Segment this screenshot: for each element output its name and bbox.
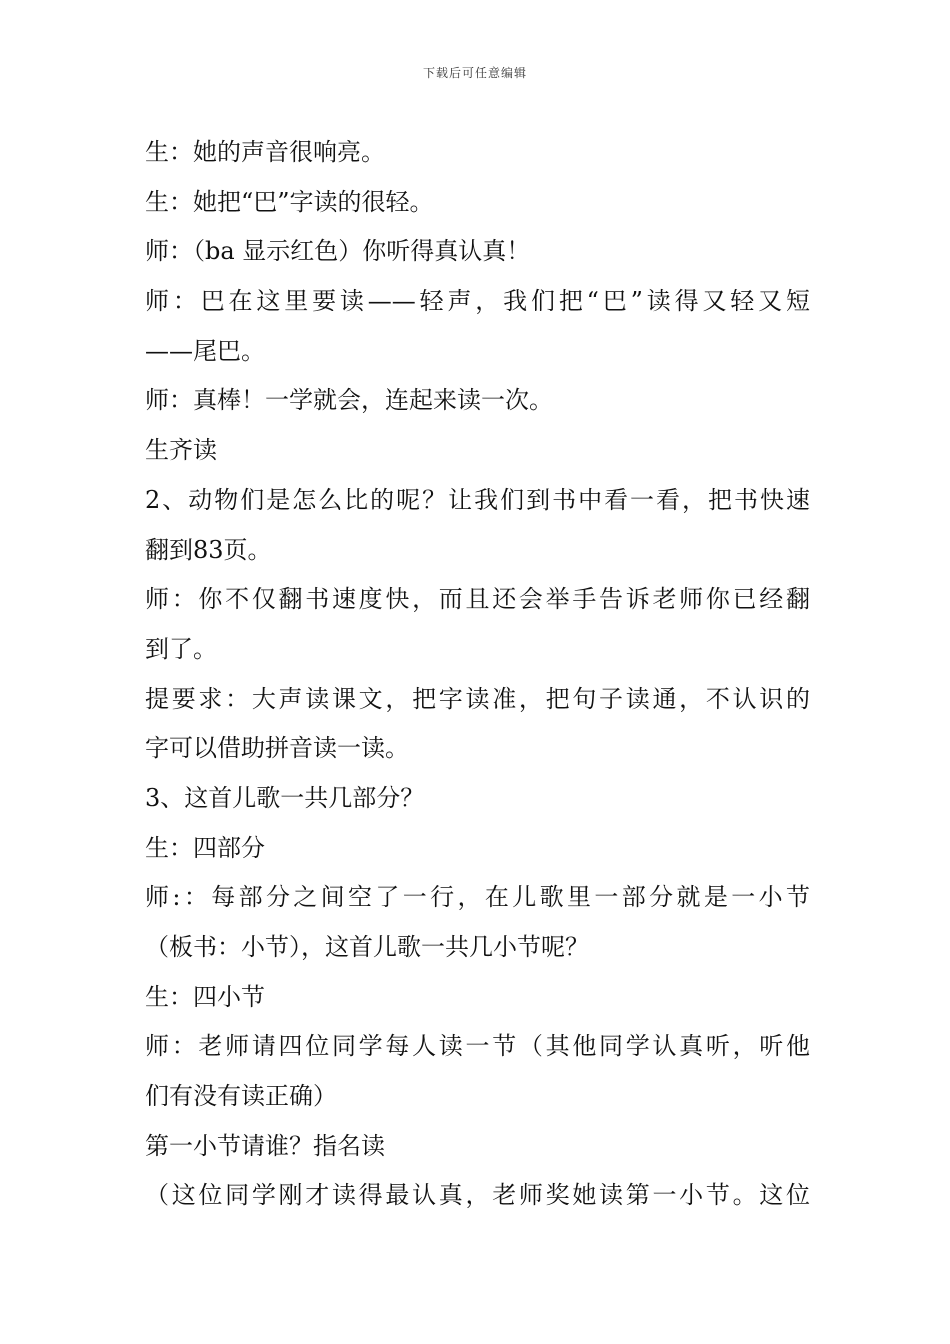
text-line: 生：四小节 — [145, 982, 265, 1011]
text-line: 提要求：大声读课文，把字读准，把句子读通，不认识的 — [145, 684, 810, 713]
text-line: 生：她的声音很响亮。 — [145, 138, 385, 166]
text-line: 师：（ba 显示红色）你听得真认真！ — [145, 237, 531, 266]
text-line: 生齐读 — [145, 436, 217, 465]
text-line: 生：四部分 — [145, 833, 265, 862]
text-line: （这位同学刚才读得最认真，老师奖她读第一小节。这位 — [145, 1181, 810, 1210]
text-line: 师：你不仅翻书速度快，而且还会举手告诉老师你已经翻 — [145, 585, 810, 614]
text-line: 师：老师请四位同学每人读一节（其他同学认真听，听他 — [145, 1032, 810, 1061]
text-line: 到了。 — [145, 634, 217, 663]
text-line: 师:：每部分之间空了一行，在儿歌里一部分就是一小节 — [145, 883, 810, 912]
text-line: 3、这首儿歌一共几部分？ — [145, 783, 425, 812]
text-line: 师：真棒！一学就会，连起来读一次。 — [145, 386, 553, 415]
text-line: ——尾巴。 — [145, 336, 265, 365]
text-line: 生：她把“巴”字读的很轻。 — [145, 187, 434, 216]
text-line: 们有没有读正确） — [145, 1082, 337, 1111]
text-line: 2、动物们是怎么比的呢？让我们到书中看一看，把书快速 — [145, 485, 810, 514]
text-line: 师：巴在这里要读——轻声，我们把“巴”读得又轻又短 — [145, 287, 810, 316]
text-line: （板书：小节），这首儿歌一共几小节呢？ — [145, 933, 589, 961]
text-line: 第一小节请谁？指名读 — [145, 1131, 385, 1160]
text-line: 字可以借助拼音读一读。 — [145, 734, 409, 763]
text-line: 翻到83页。 — [145, 535, 272, 564]
page-header: 下载后可任意编辑 — [422, 66, 527, 80]
document-body — [145, 128, 810, 1221]
